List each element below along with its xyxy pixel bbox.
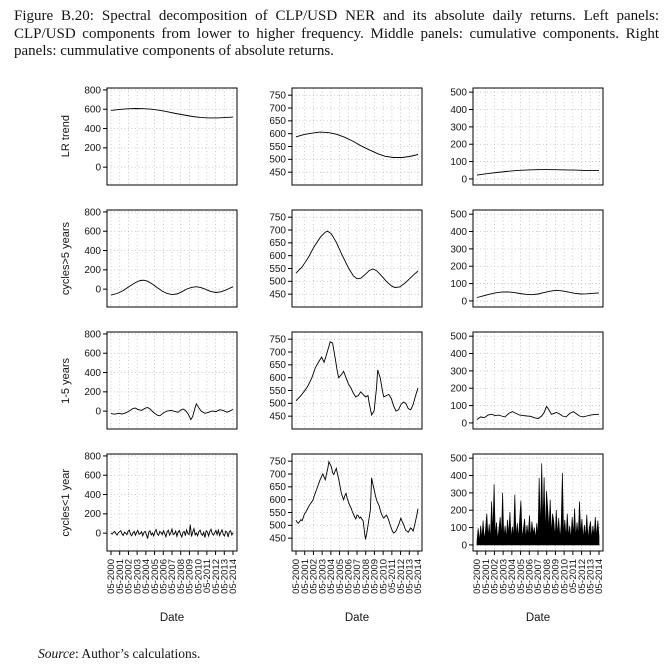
y-tick-label: 100 [450, 278, 467, 290]
y-tick-label: 400 [450, 104, 467, 116]
x-tick-label: 05-2007 [533, 559, 545, 594]
y-tick-label: 800 [84, 85, 101, 97]
x-tick-label: 05-2005 [149, 559, 161, 594]
x-tick-label: 05-2000 [106, 559, 118, 594]
y-tick-label: 200 [450, 139, 467, 151]
figure-caption: Figure B.20: Spectral decomposition of CLP/USD NER and its absolute daily returns. Left panels: CLP/USD components from lower to higher frequency. Middle panels: cumulative components. Right panels: cummulative components of absolute returns. [14, 8, 659, 60]
y-tick-label: 300 [450, 488, 467, 500]
y-tick-label: 500 [269, 276, 286, 288]
x-tick-label: 05-2006 [343, 559, 355, 594]
x-tick-label: 05-2001 [480, 559, 492, 594]
x-tick-label: 05-2012 [576, 559, 588, 594]
y-tick-label: 650 [269, 482, 286, 494]
x-tick-label: 05-2003 [132, 559, 144, 594]
y-tick-label: 500 [269, 520, 286, 532]
y-tick-label: 200 [450, 383, 467, 395]
y-tick-label: 500 [450, 453, 467, 465]
x-tick-label: 05-2004 [141, 559, 153, 594]
x-tick-label: 05-2004 [507, 559, 519, 594]
y-tick-label: 0 [461, 418, 467, 430]
y-tick-label: 0 [95, 406, 101, 418]
y-tick-label: 400 [84, 245, 101, 257]
y-tick-label: 700 [269, 347, 286, 359]
x-tick-label: 05-2008 [360, 559, 372, 594]
x-tick-label: 05-2002 [489, 559, 501, 594]
x-tick-label: 05-2011 [387, 559, 399, 594]
y-tick-label: 300 [450, 366, 467, 378]
x-tick-label: 05-2014 [228, 559, 240, 594]
plot-panel-r1c2 [256, 84, 426, 192]
x-tick-label: 05-2008 [541, 559, 553, 594]
y-tick-label: 300 [450, 244, 467, 256]
y-tick-label: 600 [269, 373, 286, 385]
y-tick-label: 450 [269, 411, 286, 423]
x-tick-label: 05-2009 [369, 559, 381, 594]
y-tick-label: 700 [269, 103, 286, 115]
x-tick-label: 05-2009 [550, 559, 562, 594]
y-tick-label: 450 [269, 167, 286, 179]
y-tick-label: 550 [269, 141, 286, 153]
y-tick-label: 400 [450, 470, 467, 482]
y-tick-label: 400 [450, 226, 467, 238]
row-label-text: cycles<1 year [60, 468, 72, 537]
x-tick-label: 05-2005 [515, 559, 527, 594]
y-tick-label: 400 [84, 367, 101, 379]
y-tick-label: 450 [269, 533, 286, 545]
y-tick-label: 550 [269, 385, 286, 397]
plot-panel-r2c2 [256, 206, 426, 314]
plot-panel-r4c1 [71, 450, 241, 632]
y-tick-label: 700 [269, 469, 286, 481]
y-tick-label: 100 [450, 400, 467, 412]
y-tick-label: 0 [461, 174, 467, 186]
y-tick-label: 400 [84, 489, 101, 501]
plot-panel-r4c3 [437, 450, 607, 632]
x-tick-label: 05-2000 [472, 559, 484, 594]
y-tick-label: 600 [84, 348, 101, 360]
y-tick-label: 0 [95, 284, 101, 296]
plot-panel-r2c1 [71, 206, 241, 314]
y-tick-label: 750 [269, 212, 286, 224]
x-axis-title-left: Date [159, 612, 185, 624]
y-tick-label: 200 [450, 261, 467, 273]
y-tick-label: 600 [84, 104, 101, 116]
row-label-text: 1-5 years [60, 357, 72, 404]
y-tick-label: 200 [84, 509, 101, 521]
y-tick-label: 600 [84, 470, 101, 482]
x-tick-label: 05-2009 [184, 559, 196, 594]
plot-panel-r4c2 [256, 450, 426, 632]
x-tick-label: 05-2004 [326, 559, 338, 594]
y-tick-label: 450 [269, 289, 286, 301]
y-tick-label: 0 [461, 296, 467, 308]
y-tick-label: 550 [269, 507, 286, 519]
x-tick-label: 05-2010 [559, 559, 571, 594]
y-tick-label: 200 [84, 265, 101, 277]
y-tick-label: 200 [84, 143, 101, 155]
x-tick-label: 05-2007 [167, 559, 179, 594]
plot-panel-r3c2 [256, 328, 426, 436]
y-tick-label: 500 [450, 209, 467, 221]
plot-panel-r1c1 [71, 84, 241, 192]
x-tick-label: 05-2014 [594, 559, 606, 594]
x-tick-label: 05-2008 [175, 559, 187, 594]
y-tick-label: 100 [450, 156, 467, 168]
y-tick-label: 800 [84, 207, 101, 219]
x-tick-label: 05-2013 [219, 559, 231, 594]
y-tick-label: 600 [269, 129, 286, 141]
y-tick-label: 800 [84, 329, 101, 341]
x-tick-label: 05-2003 [498, 559, 510, 594]
y-tick-label: 800 [84, 451, 101, 463]
y-tick-label: 400 [450, 348, 467, 360]
x-tick-label: 05-2006 [524, 559, 536, 594]
plot-panel-r2c3 [437, 206, 607, 314]
x-tick-label: 05-2001 [299, 559, 311, 594]
y-tick-label: 550 [269, 263, 286, 275]
source-text: : Author’s calculations. [75, 646, 201, 661]
x-tick-label: 05-2010 [193, 559, 205, 594]
plot-panel-r3c3 [437, 328, 607, 436]
y-tick-label: 200 [450, 505, 467, 517]
y-tick-label: 400 [84, 123, 101, 135]
y-tick-label: 750 [269, 334, 286, 346]
y-tick-label: 0 [95, 528, 101, 540]
y-tick-label: 750 [269, 456, 286, 468]
x-tick-label: 05-2003 [317, 559, 329, 594]
y-tick-label: 0 [95, 162, 101, 174]
source-label: Source [38, 646, 75, 661]
plot-panel-r1c3 [437, 84, 607, 192]
y-tick-label: 700 [269, 225, 286, 237]
plot-panel-r3c1 [71, 328, 241, 436]
y-tick-label: 750 [269, 90, 286, 102]
y-tick-label: 600 [84, 226, 101, 238]
y-tick-label: 600 [269, 251, 286, 263]
x-tick-label: 05-2013 [404, 559, 416, 594]
x-tick-label: 05-2005 [334, 559, 346, 594]
y-tick-label: 650 [269, 238, 286, 250]
y-tick-label: 600 [269, 495, 286, 507]
y-tick-label: 500 [450, 87, 467, 99]
y-tick-label: 650 [269, 360, 286, 372]
y-tick-label: 650 [269, 116, 286, 128]
row-label-text: LR trend [60, 115, 72, 158]
x-tick-label: 05-2001 [114, 559, 126, 594]
x-tick-label: 05-2011 [568, 559, 580, 594]
y-tick-label: 100 [450, 522, 467, 534]
x-axis-title-middle: Date [344, 612, 370, 624]
y-tick-label: 0 [461, 540, 467, 552]
x-tick-label: 05-2006 [158, 559, 170, 594]
y-tick-label: 500 [450, 331, 467, 343]
x-tick-label: 05-2011 [202, 559, 214, 594]
x-tick-label: 05-2002 [123, 559, 135, 594]
y-tick-label: 500 [269, 154, 286, 166]
x-tick-label: 05-2014 [413, 559, 425, 594]
x-tick-label: 05-2002 [308, 559, 320, 594]
x-tick-label: 05-2010 [378, 559, 390, 594]
x-tick-label: 05-2012 [395, 559, 407, 594]
x-tick-label: 05-2013 [585, 559, 597, 594]
source-note [38, 646, 200, 662]
row-label-text: cycles>5 years [60, 221, 72, 296]
x-tick-label: 05-2007 [352, 559, 364, 594]
y-tick-label: 500 [269, 398, 286, 410]
y-tick-label: 300 [450, 122, 467, 134]
x-tick-label: 05-2012 [210, 559, 222, 594]
x-axis-title-right: Date [525, 612, 551, 624]
x-tick-label: 05-2000 [291, 559, 303, 594]
y-tick-label: 200 [84, 387, 101, 399]
